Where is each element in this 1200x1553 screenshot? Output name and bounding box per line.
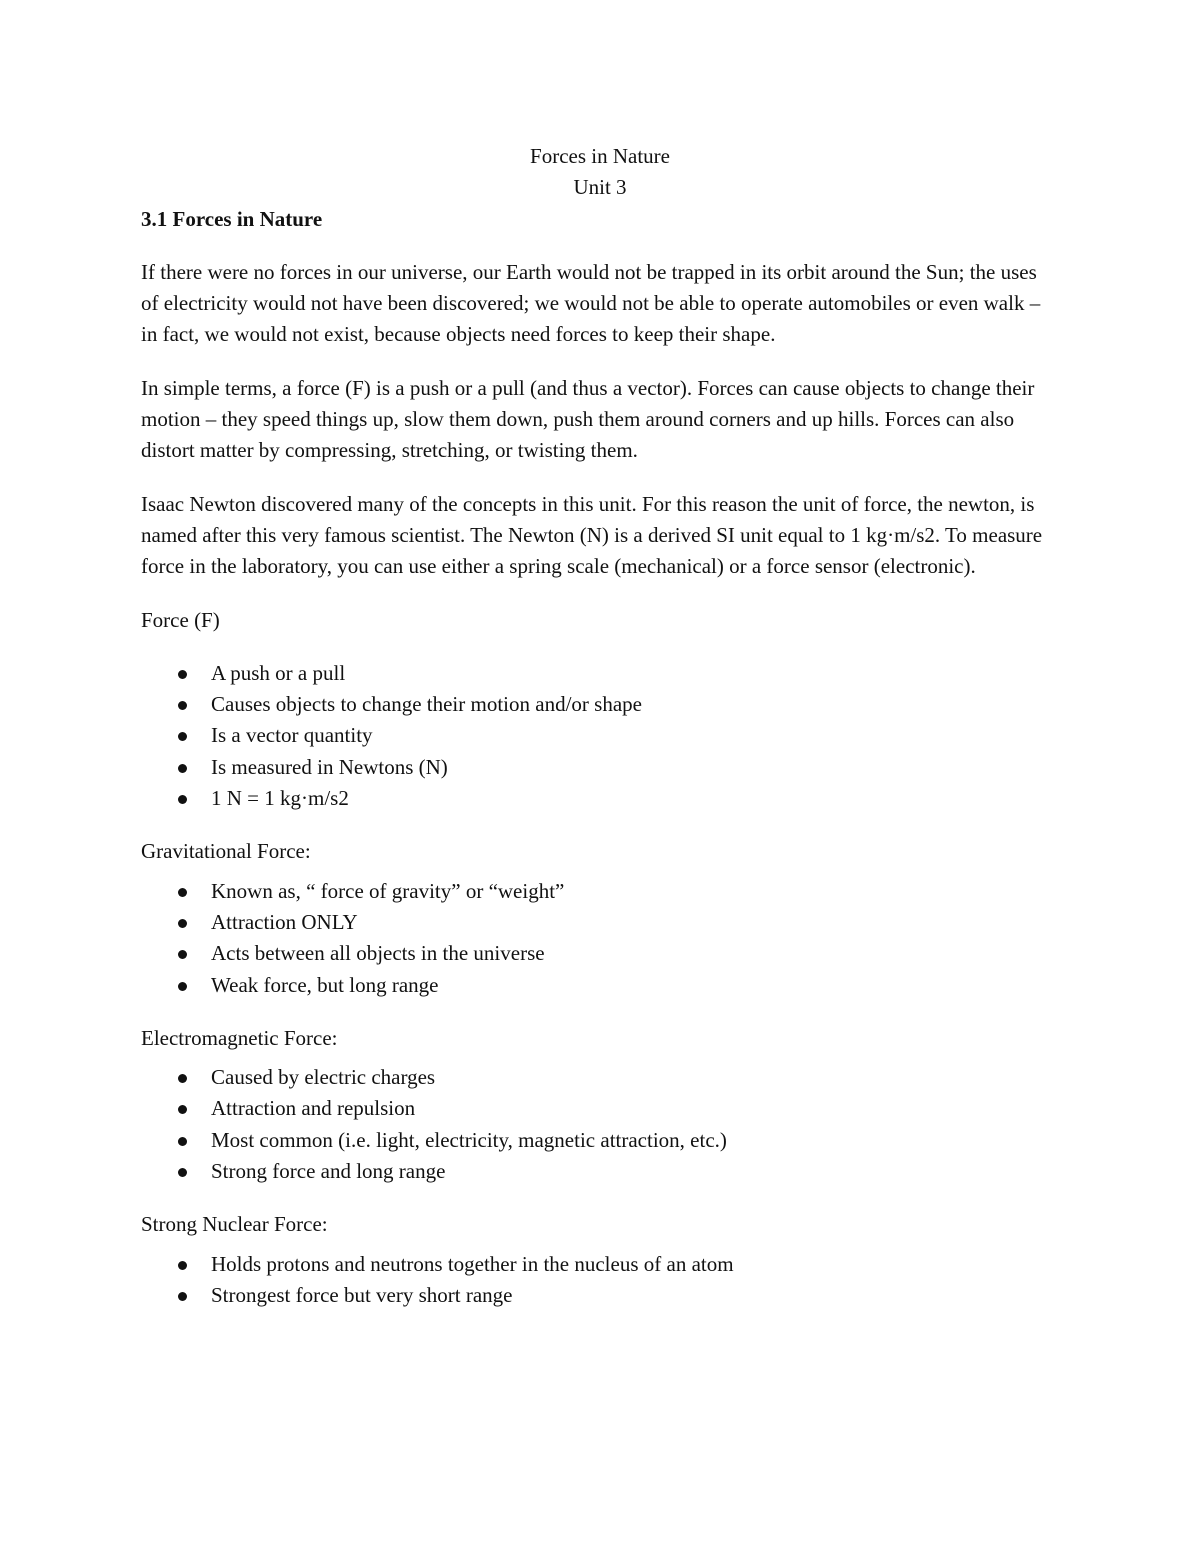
list-item: [141, 1125, 1059, 1156]
bullet-icon: [178, 732, 187, 741]
list-heading-force: Force (F): [141, 607, 220, 632]
bullet-icon: [178, 670, 187, 679]
list-item: [141, 938, 1059, 969]
list-item: [141, 752, 1059, 783]
document-body: [141, 141, 1059, 1333]
list-item-text: Caused by electric charges: [211, 1065, 436, 1090]
list-item: [141, 658, 1059, 689]
bullet-icon: [178, 1105, 187, 1114]
list-item-text: Holds protons and neutrons together in the nucleus of an atom: [211, 1251, 734, 1276]
bullet-list-gravitational: [141, 876, 1059, 1001]
list-item-text: 1 N = 1 kg·m/s2: [211, 786, 349, 811]
list-item-text: Attraction and repulsion: [211, 1096, 416, 1121]
list-item: [141, 783, 1059, 814]
bullet-icon: [178, 982, 187, 991]
list-heading-electromagnetic: Electromagnetic Force:: [141, 1025, 338, 1050]
paragraph-newton: Isaac Newton discovered many of the concepts in this unit. For this reason the unit of force, the newton, is named after this very famous scientist. The Newton (N) is a derived SI unit equal to 1 kg·m/s2. To measure force in the laboratory, you can use either a spring scale (mechanical) or a force sensor (electronic).: [141, 491, 1043, 579]
list-item: [141, 907, 1059, 938]
paragraph-intro: If there were no forces in our universe, our Earth would not be trapped in its orbit around the Sun; the uses of electricity would not have been discovered; we would not be able to operate automobiles or even walk – in fact, we would not exist, because objects need forces to keep their shape.: [141, 259, 1041, 347]
list-item: [141, 1156, 1059, 1187]
list-item-text: Is measured in Newtons (N): [211, 754, 448, 779]
paragraph-definition: In simple terms, a force (F) is a push or a pull (and thus a vector). Forces can cause objects to change their motion – they speed things up, slow them down, push them around corners and up hills. Forces can also distort matter by compressing, stretching, or twisting them.: [141, 375, 1035, 463]
bullet-icon: [178, 795, 187, 804]
list-item-text: Strongest force but very short range: [211, 1282, 513, 1307]
bullet-list-strong-nuclear: [141, 1249, 1059, 1312]
document-subtitle: Unit 3: [573, 175, 627, 200]
list-item-text: Acts between all objects in the universe: [211, 941, 545, 966]
section-heading: 3.1 Forces in Nature: [141, 206, 323, 231]
list-item: [141, 720, 1059, 751]
list-item-text: Attraction ONLY: [211, 909, 358, 934]
bullet-icon: [178, 1292, 187, 1301]
list-item: [141, 1280, 1059, 1311]
bullet-list-force: [141, 658, 1059, 814]
list-item-text: Is a vector quantity: [211, 723, 373, 748]
list-item: [141, 1249, 1059, 1280]
bullet-icon: [178, 1261, 187, 1270]
list-item: [141, 689, 1059, 720]
bullet-icon: [178, 1074, 187, 1083]
list-item-text: Weak force, but long range: [211, 972, 439, 997]
bullet-list-electromagnetic: [141, 1062, 1059, 1187]
document-title: Forces in Nature: [530, 144, 670, 168]
bullet-icon: [178, 1168, 187, 1177]
list-heading-strong-nuclear: Strong Nuclear Force:: [141, 1212, 328, 1237]
list-item: [141, 1062, 1059, 1093]
list-item-text: Known as, “ force of gravity” or “weight”: [211, 878, 565, 903]
bullet-icon: [178, 1137, 187, 1146]
bullet-icon: [178, 701, 187, 710]
bullet-icon: [178, 764, 187, 773]
list-item: [141, 970, 1059, 1001]
list-item: [141, 876, 1059, 907]
bullet-icon: [178, 950, 187, 959]
list-item-text: Most common (i.e. light, electricity, magnetic attraction, etc.): [211, 1127, 727, 1152]
list-item: [141, 1093, 1059, 1124]
list-item-text: A push or a pull: [211, 660, 346, 685]
list-heading-gravitational: Gravitational Force:: [141, 839, 311, 864]
list-item-text: Causes objects to change their motion and/or shape: [211, 692, 642, 717]
bullet-icon: [178, 888, 187, 897]
list-item-text: Strong force and long range: [211, 1159, 446, 1184]
bullet-icon: [178, 919, 187, 928]
